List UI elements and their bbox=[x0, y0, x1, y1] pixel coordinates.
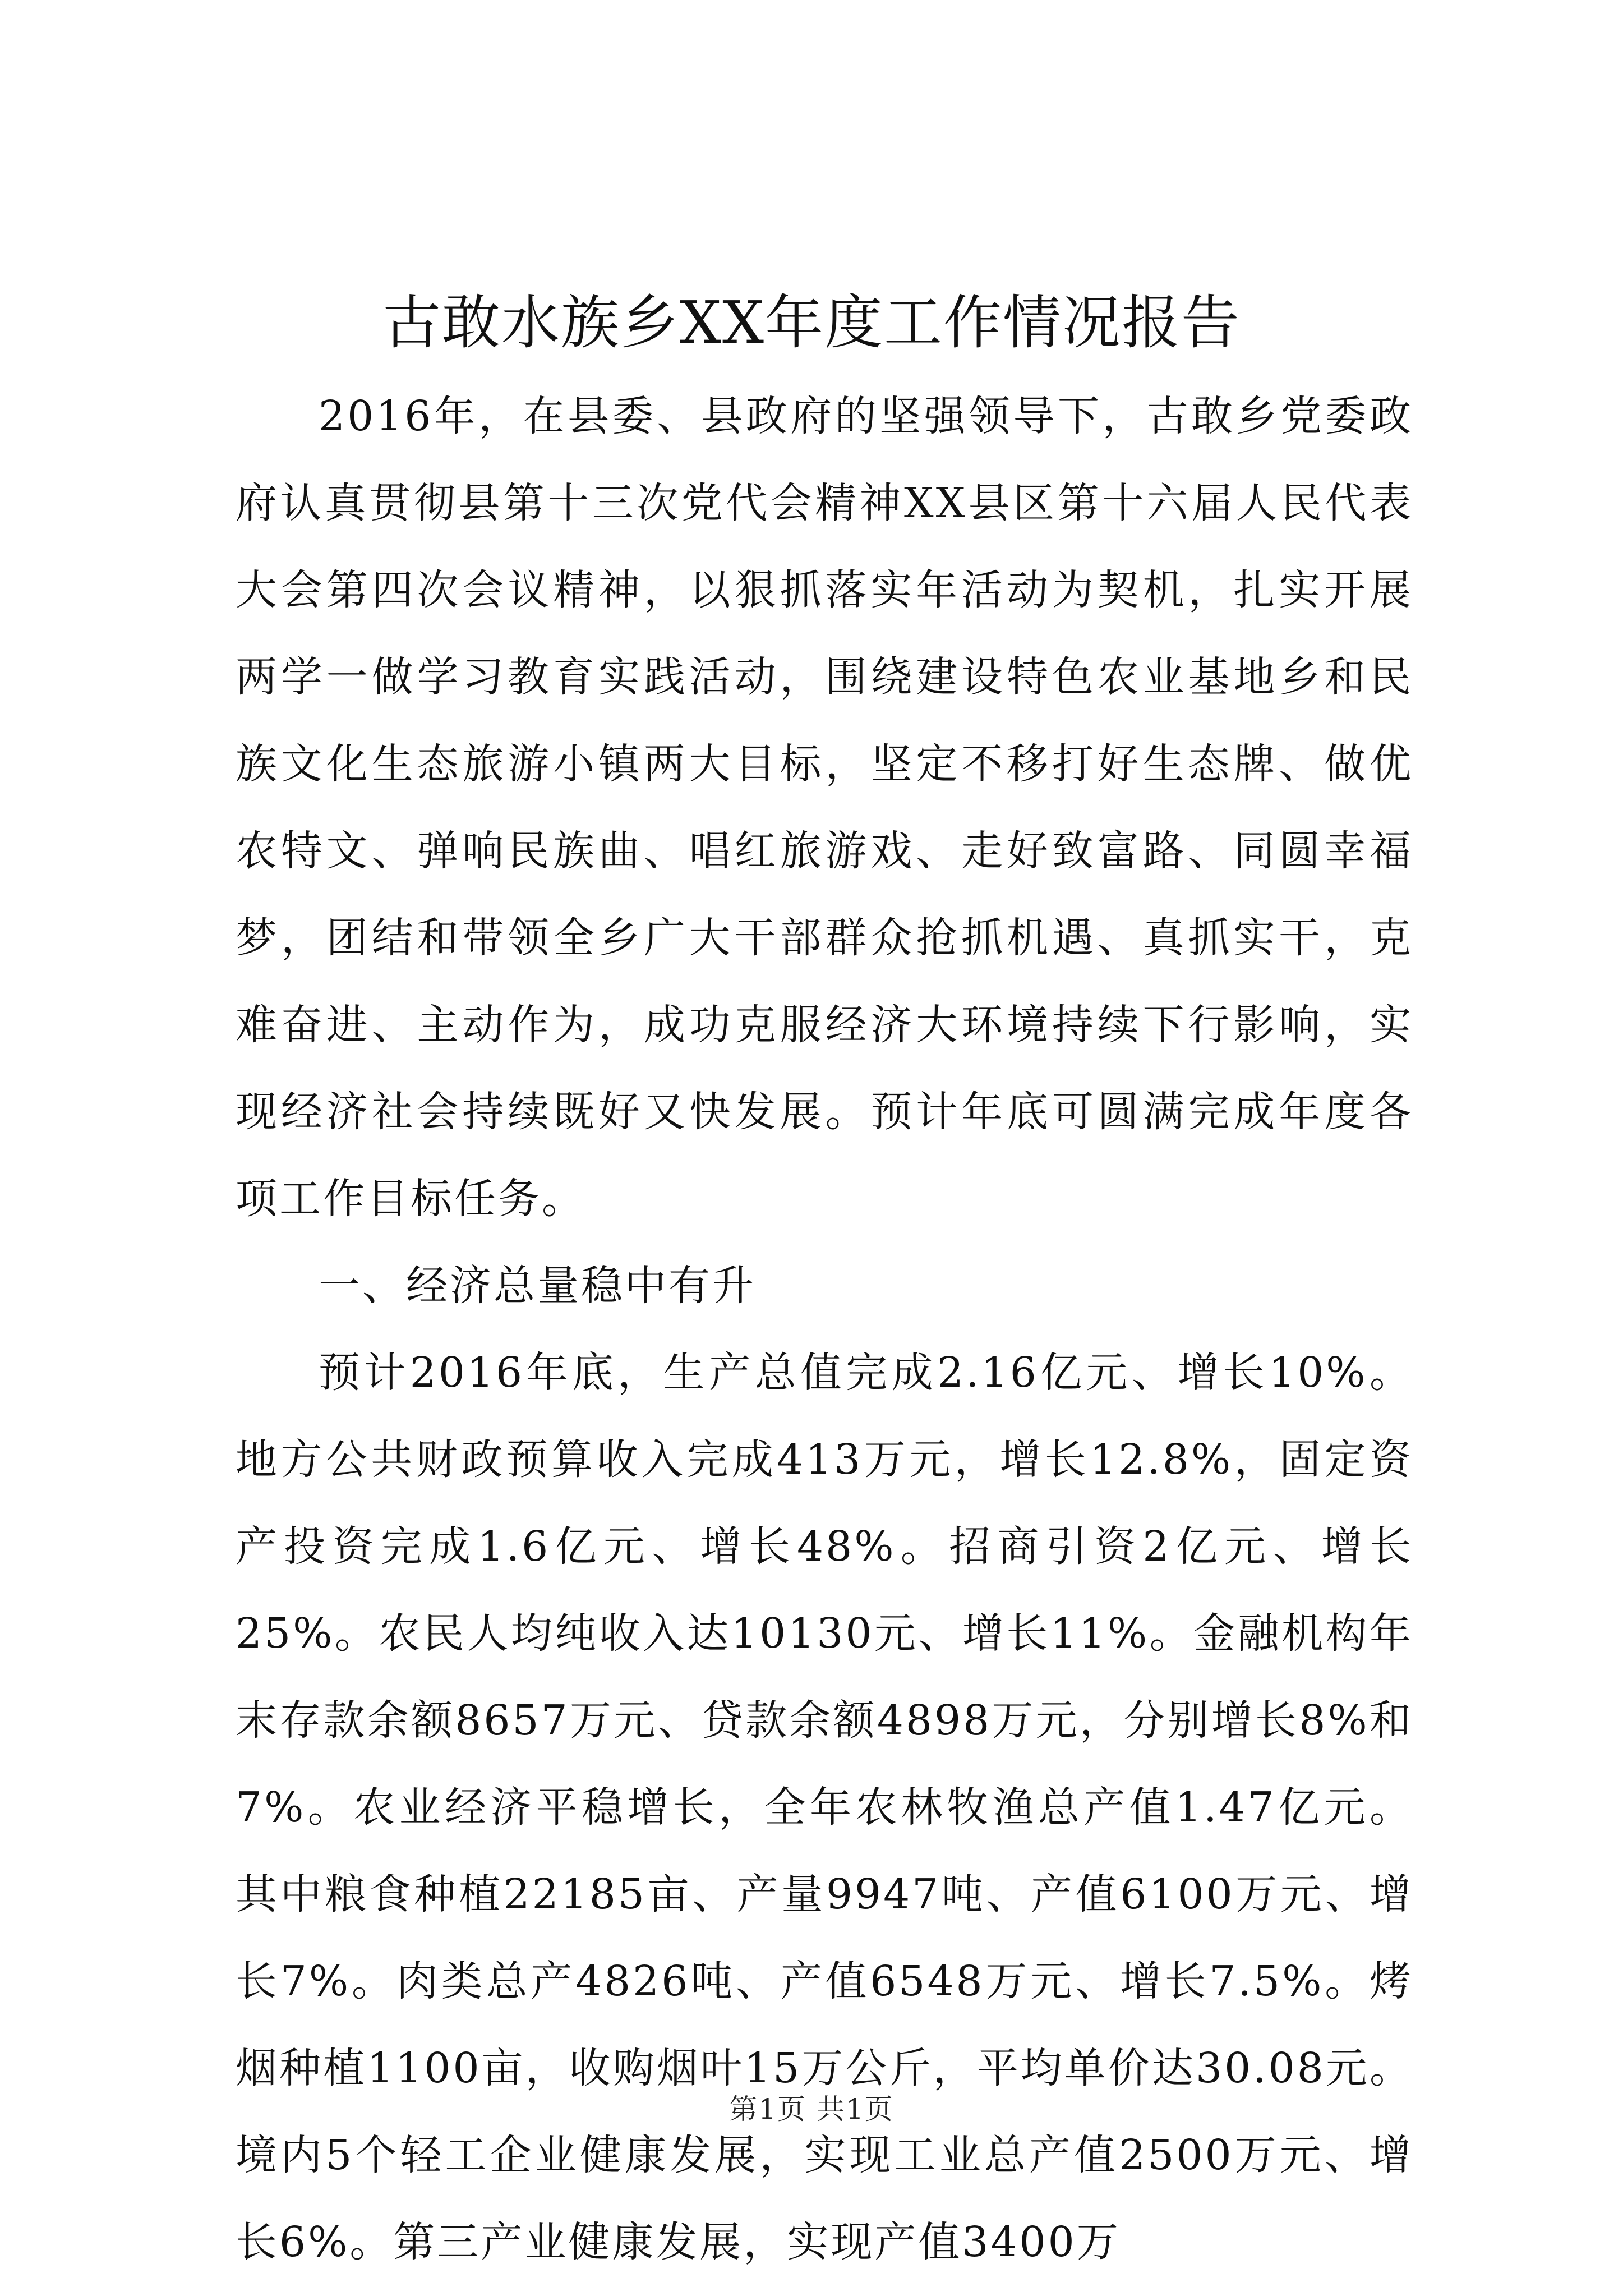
section-heading: 一、经济总量稳中有升 bbox=[319, 1262, 756, 1310]
document-body bbox=[236, 373, 1413, 2286]
economy-paragraph: 预计2016年底，生产总值完成2.16亿元、增长10%。地方公共财政预算收入完成413万元，增长12.8%，固定资产投资完成1.6亿元、增长48%。招商引资2亿元、增长25%。农民人均纯收入达10130元、增长11%。金融机构年末存款余额8657万元、贷款余额4898万元，分别增长8%和7%。农业经济平稳增长，全年农林牧渔总产值1.47亿元。其中粮食种植22185亩、产量9947吨、产值6100万元、增长7%。肉类总产4826吨、产值6548万元、增长7.5%。烤烟种植1100亩，收购烟叶15万公斤，平均单价达30.08元。境内5个轻工企业健康发展，实现工业总产值2500万元、增长6%。第三产业健康发展，实现产值3400万 bbox=[236, 1349, 1413, 2266]
document-title: 古敢水族乡XX年度工作情况报告 bbox=[382, 288, 1241, 357]
page-footer: 第1页 共1页 bbox=[729, 2093, 894, 2125]
intro-paragraph: 2016年，在县委、县政府的坚强领导下，古敢乡党委政府认真贯彻县第十三次党代会精神XX县区第十六届人民代表大会第四次会议精神，以狠抓落实年活动为契机，扎实开展两学一做学习教育实践活动，围绕建设特色农业基地乡和民族文化生态旅游小镇两大目标，坚定不移打好生态牌、做优农特文、弹响民族曲、唱红旅游戏、走好致富路、同圆幸福梦，团结和带领全乡广大干部群众抢抓机遇、真抓实干，克难奋进、主动作为，成功克服经济大环境持续下行影响，实现经济社会持续既好又快发展。预计年底可圆满完成年度各项工作目标任务。 bbox=[236, 392, 1413, 1223]
